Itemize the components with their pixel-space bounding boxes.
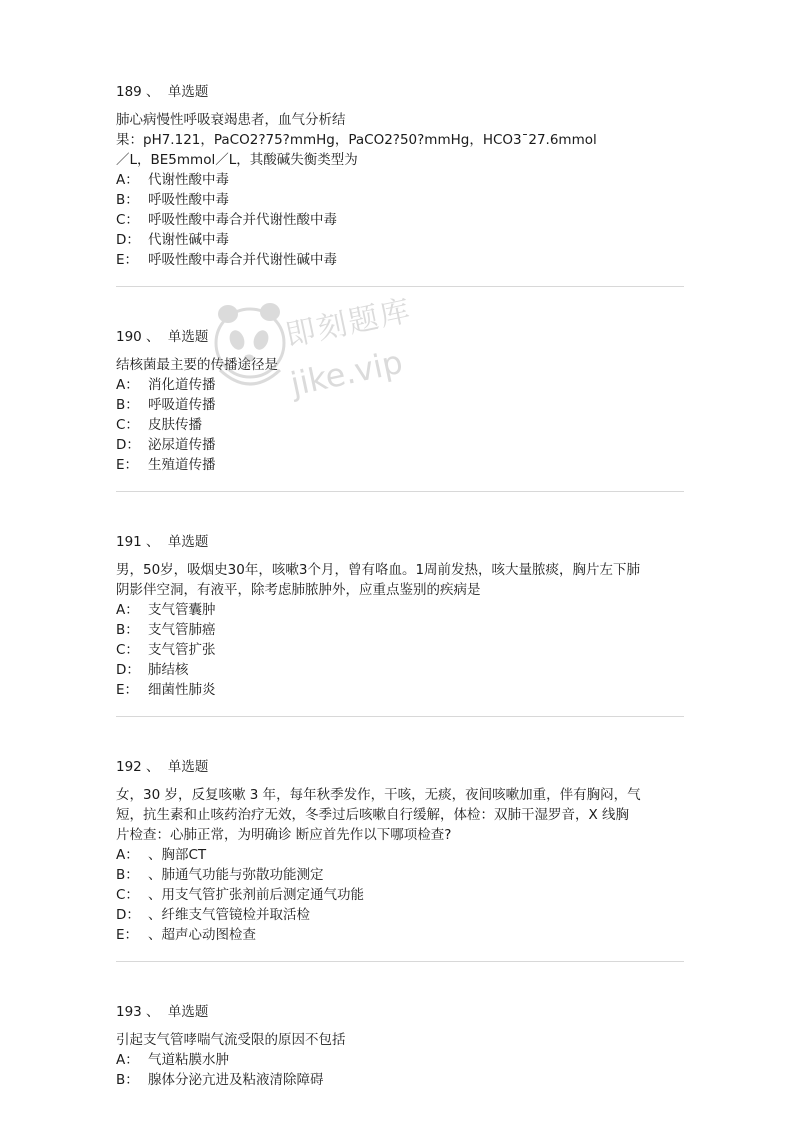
option-text: 气道粘膜水肿 (148, 1052, 229, 1068)
option-letter: C： (116, 417, 139, 433)
option-text: 、肺通气功能与弥散功能测定 (148, 867, 324, 883)
option-a[interactable] (116, 375, 684, 395)
question-stem: 结核菌最主要的传播途径是 (116, 357, 278, 373)
option-letter: E： (116, 682, 139, 698)
question-189 (116, 82, 684, 287)
question-type: 单选题 (167, 1004, 209, 1020)
option-d[interactable] (116, 660, 684, 680)
option-text: 肺结核 (148, 662, 189, 678)
option-text: 呼吸道传播 (148, 397, 216, 413)
option-letter: C： (116, 642, 139, 658)
option-d[interactable] (116, 230, 684, 250)
question-number: 190 、 (116, 329, 160, 345)
divider (116, 716, 684, 717)
option-letter: C： (116, 212, 139, 228)
option-letter: A： (116, 602, 139, 618)
option-e[interactable] (116, 250, 684, 270)
option-text: 泌尿道传播 (148, 437, 216, 453)
option-text: 呼吸性酸中毒合并代谢性酸中毒 (148, 212, 337, 228)
question-header (116, 82, 684, 102)
option-text: 生殖道传播 (148, 457, 216, 473)
option-e[interactable] (116, 925, 684, 945)
divider (116, 491, 684, 492)
option-a[interactable] (116, 600, 684, 620)
option-b[interactable] (116, 190, 684, 210)
option-c[interactable] (116, 885, 684, 905)
option-text: 皮肤传播 (148, 417, 202, 433)
option-text: 支气管肺癌 (148, 622, 216, 638)
question-number: 192 、 (116, 759, 160, 775)
option-c[interactable] (116, 640, 684, 660)
divider (116, 961, 684, 962)
option-letter: A： (116, 1052, 139, 1068)
option-text: 代谢性碱中毒 (148, 232, 229, 248)
question-type: 单选题 (167, 534, 209, 550)
option-d[interactable] (116, 435, 684, 455)
option-letter: D： (116, 232, 140, 248)
option-c[interactable] (116, 210, 684, 230)
question-number: 193 、 (116, 1004, 160, 1020)
option-c[interactable] (116, 415, 684, 435)
question-number: 191 、 (116, 534, 160, 550)
option-text: 腺体分泌亢进及粘液清除障碍 (148, 1072, 324, 1088)
option-e[interactable] (116, 455, 684, 475)
option-letter: B： (116, 1072, 139, 1088)
option-a[interactable] (116, 1050, 684, 1070)
option-text: 、超声心动图检查 (148, 927, 256, 943)
question-header (116, 1002, 684, 1022)
option-letter: B： (116, 867, 139, 883)
option-letter: C： (116, 887, 139, 903)
question-header (116, 532, 684, 552)
option-letter: A： (116, 172, 139, 188)
option-b[interactable] (116, 620, 684, 640)
option-text: 代谢性酸中毒 (148, 172, 229, 188)
option-letter: D： (116, 907, 140, 923)
option-d[interactable] (116, 905, 684, 925)
question-header (116, 757, 684, 777)
option-text: 细菌性肺炎 (148, 682, 216, 698)
option-text: 支气管扩张 (148, 642, 216, 658)
watermark-cn: 即刻题库 (282, 292, 415, 354)
option-b[interactable] (116, 865, 684, 885)
question-number: 189 、 (116, 84, 160, 100)
option-letter: A： (116, 377, 139, 393)
option-a[interactable] (116, 845, 684, 865)
question-stem: 女，30 岁，反复咳嗽 3 年，每年秋季发作，干咳，无痰，夜间咳嗽加重，伴有胸闷，气 短，抗生素和止咳药治疗无效，冬季过后咳嗽自行缓解，体检：双肺干湿罗音，X 线胸 片检查：心肺正常，为明确诊 断应首先作以下哪项检查? (116, 787, 641, 843)
option-text: 消化道传播 (148, 377, 216, 393)
question-type: 单选题 (167, 84, 209, 100)
option-text: 支气管囊肿 (148, 602, 216, 618)
option-text: 、用支气管扩张剂前后测定通气功能 (148, 887, 364, 903)
option-letter: B： (116, 622, 139, 638)
question-192 (116, 757, 684, 962)
option-b[interactable] (116, 395, 684, 415)
option-e[interactable] (116, 680, 684, 700)
option-b[interactable] (116, 1070, 684, 1090)
option-text: 、胸部CT (148, 847, 207, 863)
option-letter: A： (116, 847, 139, 863)
question-list (116, 82, 684, 1090)
option-a[interactable] (116, 170, 684, 190)
question-stem: 引起支气管哮喘气流受限的原因不包括 (116, 1032, 346, 1048)
option-letter: E： (116, 252, 139, 268)
question-190 (116, 327, 684, 492)
question-type: 单选题 (167, 329, 209, 345)
question-stem: 肺心病慢性呼吸衰竭患者，血气分析结 果：pH7.121，PaCO2?75?mmHg，PaCO2?50?mmHg，HCO3ˉ27.6mmol ／L，BE5mmol／L，其酸碱失衡类型为 (116, 112, 597, 168)
option-letter: B： (116, 192, 139, 208)
option-letter: B： (116, 397, 139, 413)
option-letter: E： (116, 457, 139, 473)
option-letter: D： (116, 437, 140, 453)
option-text: 呼吸性酸中毒合并代谢性碱中毒 (148, 252, 337, 268)
watermark-en: jike.vip (287, 342, 406, 404)
question-stem: 男，50岁，吸烟史30年，咳嗽3个月，曾有咯血。1周前发热，咳大量脓痰，胸片左下肺 阴影伴空洞，有液平，除考虑肺脓肿外，应重点鉴别的疾病是 (116, 562, 641, 598)
option-text: 呼吸性酸中毒 (148, 192, 229, 208)
question-header (116, 327, 684, 347)
question-191 (116, 532, 684, 717)
option-letter: E： (116, 927, 139, 943)
question-type: 单选题 (167, 759, 209, 775)
divider (116, 286, 684, 287)
option-text: 、纤维支气管镜检并取活检 (148, 907, 310, 923)
question-193 (116, 1002, 684, 1090)
option-letter: D： (116, 662, 140, 678)
